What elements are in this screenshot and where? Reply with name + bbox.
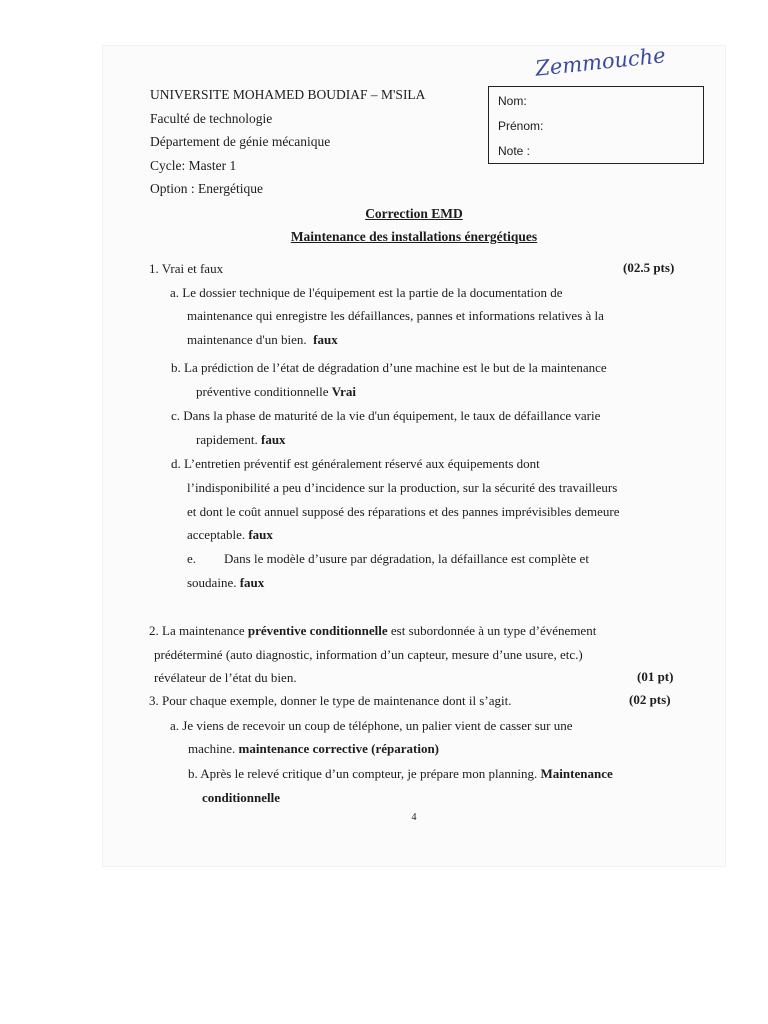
q1d-line3: et dont le coût annuel supposé des réparations et des pannes imprévisibles demeure xyxy=(187,504,620,519)
q1c-line2: rapidement. faux xyxy=(196,432,286,447)
q3a-line1: a. Je viens de recevoir un coup de téléphone, un palier vient de casser sur une xyxy=(170,718,573,733)
q1c-line1: c. Dans la phase de maturité de la vie d'un équipement, le taux de défaillance varie xyxy=(171,408,601,423)
handwritten-signature: Zemmouche xyxy=(534,43,667,81)
department: Département de génie mécanique xyxy=(150,134,331,149)
page-subtitle: Maintenance des installations énergétiques xyxy=(290,229,538,244)
q3b-line1: b. Après le relevé critique d’un compteur, je prépare mon planning. Maintenance xyxy=(188,766,613,781)
q1b-answer: Vrai xyxy=(331,384,357,399)
question-3-points: (02 pts) xyxy=(629,692,671,707)
student-info-box xyxy=(488,86,704,164)
exam-page xyxy=(103,43,725,866)
q1a-line3: maintenance d'un bien. faux xyxy=(187,332,338,347)
question-2-line1: 2. La maintenance préventive conditionnelle est subordonnée à un type d’événement xyxy=(149,623,597,638)
q3a-answer: maintenance corrective (réparation) xyxy=(238,741,440,756)
q1b-line2: préventive conditionnelle Vrai xyxy=(196,384,357,399)
q1e-line2: soudaine. faux xyxy=(187,575,265,590)
q3a-line2: machine. maintenance corrective (réparation) xyxy=(188,741,440,756)
faculty: Faculté de technologie xyxy=(150,111,273,126)
question-1-points: (02.5 pts) xyxy=(623,260,675,275)
note-field: Note : xyxy=(498,144,531,158)
nom-field: Nom: xyxy=(498,94,527,108)
q1e-line1: Dans le modèle d’usure par dégradation, la défaillance est complète et xyxy=(224,551,589,566)
q3b-answer-1: Maintenance xyxy=(540,766,613,781)
q1d-line2: l’indisponibilité a peu d’incidence sur la production, sur la sécurité des travailleurs xyxy=(187,480,618,495)
question-1-label: 1. Vrai et faux xyxy=(149,261,224,276)
q1d-answer: faux xyxy=(248,527,273,542)
q1d-line1: d. L’entretien préventif est généralement réservé aux équipements dont xyxy=(171,456,540,471)
cycle: Cycle: Master 1 xyxy=(150,158,237,173)
question-2-points: (01 pt) xyxy=(637,669,674,684)
q1c-answer: faux xyxy=(260,432,286,447)
question-3-label: 3. Pour chaque exemple, donner le type de maintenance dont il s’agit. xyxy=(149,693,512,708)
question-2-line3: révélateur de l’état du bien. xyxy=(154,670,297,685)
q1a-answer: faux xyxy=(313,332,338,347)
university-name: UNIVERSITE MOHAMED BOUDIAF – M'SILA xyxy=(150,87,426,102)
page-number: 4 xyxy=(411,812,417,823)
q1d-line4: acceptable. faux xyxy=(187,527,273,542)
q3b-line2 xyxy=(202,786,280,810)
q3b-answer-2: conditionnelle xyxy=(202,790,281,805)
q1b-line1: b. La prédiction de l’état de dégradation d’une machine est le but de la maintenance xyxy=(171,360,607,375)
q1e-answer: faux xyxy=(239,575,265,590)
q1e-label: e. xyxy=(187,551,197,566)
q1a-line1: a. Le dossier technique de l'équipement est la partie de la documentation de xyxy=(170,285,563,300)
question-2-line2: prédéterminé (auto diagnostic, information d’un capteur, mesure d’une usure, etc.) xyxy=(154,647,583,662)
prenom-field: Prénom: xyxy=(498,119,544,133)
page-title: Correction EMD xyxy=(365,206,463,221)
q2-bold-term: préventive conditionnelle xyxy=(247,623,388,638)
option: Option : Energétique xyxy=(150,181,263,196)
q1a-line2: maintenance qui enregistre les défaillances, pannes et informations relatives à la xyxy=(187,308,604,323)
